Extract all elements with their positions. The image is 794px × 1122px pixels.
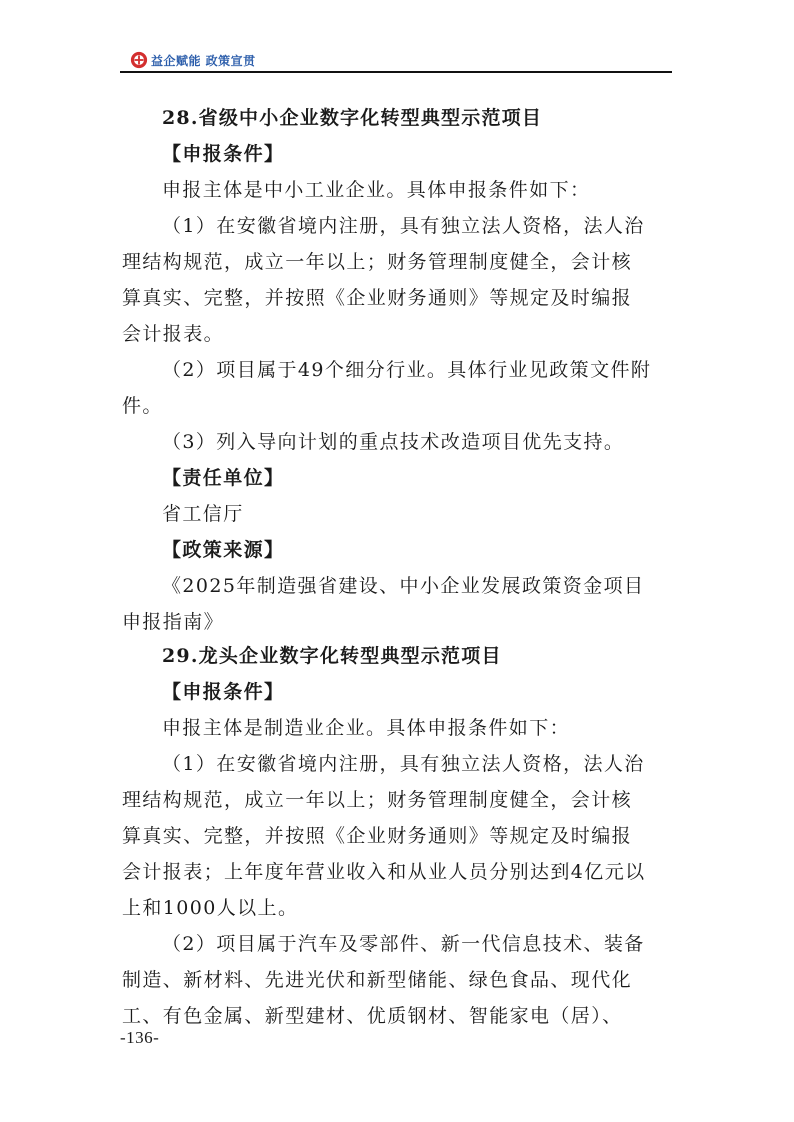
paragraph-line: 算真实、完整，并按照《企业财务通则》等规定及时编报 bbox=[122, 825, 633, 847]
paragraph-line: （3）列入导向计划的重点技术改造项目优先支持。 bbox=[162, 431, 625, 453]
section-heading-unit: 【责任单位】 bbox=[162, 467, 285, 489]
paragraph-line: 会计报表。 bbox=[122, 323, 225, 345]
paragraph-intro: 申报主体是中小工业企业。具体申报条件如下： bbox=[162, 179, 591, 201]
paragraph-line: （2）项目属于汽车及零部件、新一代信息技术、装备 bbox=[162, 933, 645, 955]
paragraph-line: 上和1000人以上。 bbox=[122, 897, 299, 919]
page-header bbox=[120, 50, 672, 74]
section-heading-conditions: 【申报条件】 bbox=[162, 681, 285, 703]
section-heading-source: 【政策来源】 bbox=[162, 539, 285, 561]
section-title: 28.省级中小企业数字化转型典型示范项目 bbox=[162, 107, 543, 129]
paragraph-line: 会计报表；上年度年营业收入和从业人员分别达到4亿元以 bbox=[122, 861, 646, 883]
emblem-icon bbox=[130, 51, 148, 69]
header-rule bbox=[120, 71, 672, 73]
paragraph-line: 制造、新材料、先进光伏和新型储能、绿色食品、现代化 bbox=[122, 969, 633, 991]
paragraph-line: 理结构规范，成立一年以上；财务管理制度健全，会计核 bbox=[122, 789, 633, 811]
paragraph-source: 申报指南》 bbox=[122, 611, 225, 633]
paragraph-line: （1）在安徽省境内注册，具有独立法人资格，法人治 bbox=[162, 753, 645, 775]
section-title: 29.龙头企业数字化转型典型示范项目 bbox=[162, 645, 502, 667]
paragraph-unit: 省工信厅 bbox=[162, 503, 244, 525]
paragraph-line: 工、有色金属、新型建材、优质钢材、智能家电（居）、 bbox=[122, 1005, 623, 1027]
paragraph-line: 算真实、完整，并按照《企业财务通则》等规定及时编报 bbox=[122, 287, 633, 309]
paragraph-source: 《2025年制造强省建设、中小企业发展政策资金项目 bbox=[162, 575, 645, 597]
brand-text: 益企赋能 政策宣贯 bbox=[151, 53, 256, 68]
paragraph-line: （1）在安徽省境内注册，具有独立法人资格，法人治 bbox=[162, 215, 645, 237]
page-number: -136- bbox=[120, 1028, 160, 1047]
paragraph-line: 理结构规范，成立一年以上；财务管理制度健全，会计核 bbox=[122, 251, 633, 273]
paragraph-line: （2）项目属于49个细分行业。具体行业见政策文件附 bbox=[162, 359, 652, 381]
section-heading-conditions: 【申报条件】 bbox=[162, 143, 285, 165]
paragraph-line: 件。 bbox=[122, 395, 163, 417]
paragraph-intro: 申报主体是制造业企业。具体申报条件如下： bbox=[162, 717, 571, 739]
brand-logo bbox=[130, 50, 256, 70]
